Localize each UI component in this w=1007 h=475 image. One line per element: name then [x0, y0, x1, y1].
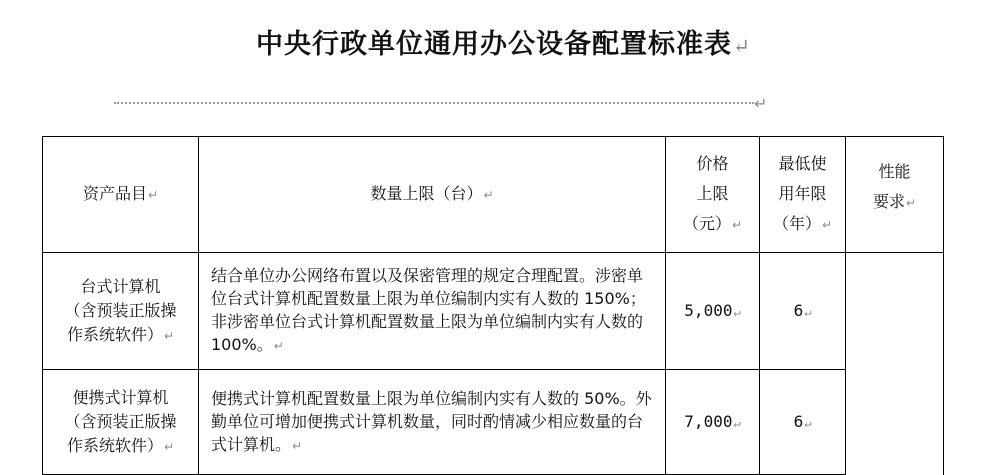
paragraph-mark: ↵	[292, 438, 303, 453]
table-header-row	[43, 137, 944, 253]
row-performance	[846, 253, 944, 370]
paragraph-mark: ↵	[754, 94, 768, 113]
paragraph-mark: ↵	[804, 304, 812, 319]
paragraph-mark: ↵	[163, 328, 175, 343]
header-item: 资产品目↵	[43, 137, 199, 253]
equipment-standards-table	[42, 136, 944, 475]
page-title-text: 中央行政单位通用办公设备配置标准表	[256, 29, 733, 60]
paragraph-mark: ↵	[731, 218, 743, 232]
paragraph-mark: ↵	[821, 218, 833, 232]
paragraph-mark: ↵	[905, 196, 917, 210]
table-row	[43, 253, 944, 370]
row-item: 便携式计算机 （含预装正版操 作系统软件）↵	[43, 370, 199, 475]
row-description: 便携式计算机配置数量上限为单位编制内实有人数的 50%。外勤单位可增加便携式计算机数量，同时酌情减少相应数量的台式计算机。↵	[199, 370, 666, 475]
row-performance	[846, 370, 944, 475]
row-description: 结合单位办公网络布置以及保密管理的规定合理配置。涉密单位台式计算机配置数量上限为单位编制内实有人数的 150%；非涉密单位台式计算机配置数量上限为单位编制内实有人数的 100%。↵	[199, 253, 666, 370]
table-row	[43, 370, 944, 475]
page-title	[0, 22, 1007, 61]
paragraph-mark: ↵	[483, 188, 494, 202]
dotted-separator	[114, 92, 754, 104]
row-item: 台式计算机 （含预装正版操 作系统软件）↵	[43, 253, 199, 370]
paragraph-mark: ↵	[733, 34, 751, 58]
paragraph-mark: ↵	[163, 439, 175, 454]
paragraph-mark: ↵	[804, 415, 812, 430]
row-years: 6↵	[760, 253, 846, 370]
paragraph-mark: ↵	[147, 188, 159, 202]
header-price: 价格 上限 （元）↵	[666, 137, 760, 253]
paragraph-mark: ↵	[273, 339, 284, 353]
paragraph-mark: ↵	[733, 304, 741, 319]
paragraph-mark: ↵	[733, 415, 741, 430]
row-price: 7,000↵	[666, 370, 760, 475]
header-performance: 性能 要求↵	[846, 137, 944, 253]
row-years: 6↵	[760, 370, 846, 475]
header-quantity: 数量上限（台）↵	[199, 137, 666, 253]
row-price: 5,000↵	[666, 253, 760, 370]
header-years: 最低使 用年限 （年）↵	[760, 137, 846, 253]
